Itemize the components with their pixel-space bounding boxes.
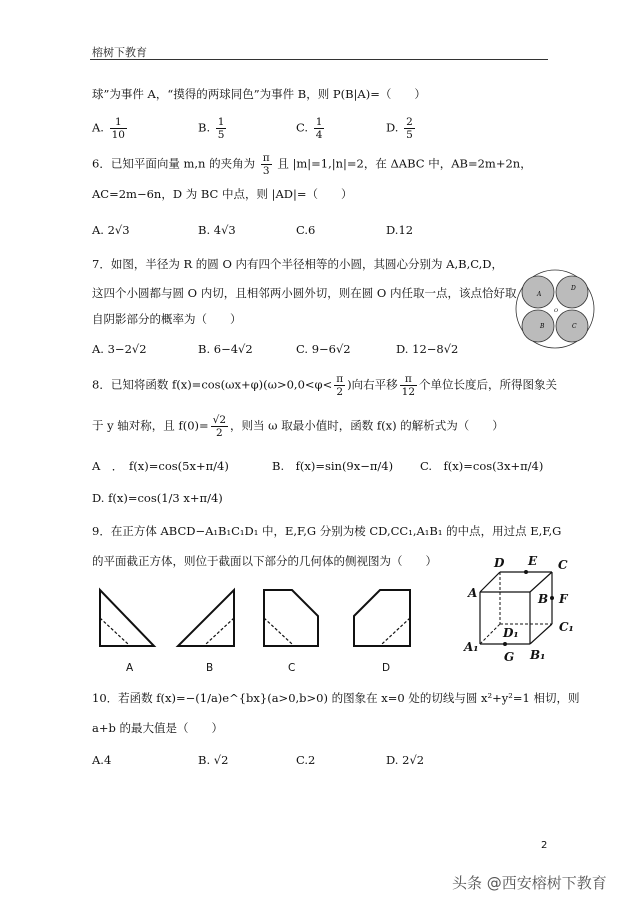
circle-label-o: O <box>554 308 559 314</box>
page-number: 2 <box>541 840 548 851</box>
header-title: 榕树下教育 <box>92 46 147 59</box>
q8-line1: 8．已知将函数 f(x)=cos(ωx+φ)(ω>0,0<φ< $\frac{\pi}{2}$ )向右平移 $\frac{\pi}{12}$ 个单位长度后，所得图象关 <box>92 373 558 398</box>
cube-label-c1: C₁ <box>559 620 574 634</box>
cube-label-a: A <box>468 586 478 600</box>
cube-label-g: G <box>504 650 515 664</box>
q7-option-c: C. 9−6√2 <box>296 342 351 356</box>
q6-option-c: C.6 <box>296 223 316 237</box>
q9-figure-b <box>176 588 236 648</box>
cube-label-b1: B₁ <box>530 648 546 662</box>
q6-line1: 6．已知平面向量 m,n 的夹角为 $\frac{\pi}{3}$ 且 |m|=1,|n|=2，在 ΔABC 中，AB=2m+2n， <box>92 152 532 177</box>
q9-line1: 9．在正方体 ABCD−A₁B₁C₁D₁ 中，E,F,G 分别为棱 CD,CC₁,A₁B₁ 的中点，用过点 E,F,G <box>92 524 562 538</box>
q7-option-d: D. 12−8√2 <box>396 342 459 356</box>
circle-label-d: D <box>571 285 576 292</box>
q5-option-d: D. $\frac{2}{5}$ <box>386 116 413 141</box>
q5-option-b: B. $\frac{1}{5}$ <box>198 116 225 141</box>
q8-option-a: A ． f(x)=cos(5x+π/4) <box>92 459 229 473</box>
q10-line1: 10．若函数 f(x)=−(1/a)e^{bx}(a>0,b>0) 的图象在 x=0 处的切线与圆 x²+y²=1 相切，则 <box>92 691 580 705</box>
q7-option-b: B. 6−4√2 <box>198 342 253 356</box>
q6-option-b: B. 4√3 <box>198 223 236 237</box>
q7-line2: 这四个小圆都与圆 O 内切，且相邻两小圆外切，则在圆 O 内任取一点，该点恰好取 <box>92 286 517 300</box>
q5-option-a: A. $\frac{1}{10}$ <box>92 116 125 141</box>
cube-label-e: E <box>528 554 538 568</box>
q10-line2: a+b 的最大值是（ ） <box>92 721 224 735</box>
q8-option-c: C. f(x)=cos(3x+π/4) <box>420 459 544 473</box>
q8-line2: 于 y 轴对称，且 f(0)= $\frac{√2}{2}$ ，则当 ω 取最小值时，函数 f(x) 的解析式为（ ） <box>92 414 504 439</box>
header-rule <box>90 59 548 60</box>
q9-line2: 的平面截正方体，则位于截面以下部分的几何体的侧视图为（ ） <box>92 554 437 568</box>
q9-figure-a <box>98 588 158 648</box>
q8-option-d: D. f(x)=cos(1/3 x+π/4) <box>92 491 223 505</box>
circles-figure <box>514 268 596 350</box>
watermark: 头条 @西安榕树下教育 <box>452 874 607 892</box>
q5-option-c: C. $\frac{1}{4}$ <box>296 116 323 141</box>
q8-option-b: B. f(x)=sin(9x−π/4) <box>272 459 394 473</box>
cube-label-a1: A₁ <box>464 640 479 654</box>
cube-label-d1: D₁ <box>503 626 519 640</box>
q9-figure-c <box>262 588 322 648</box>
q9-figure-b-label: B <box>206 662 214 674</box>
q7-line3: 自阴影部分的概率为（ ） <box>92 312 242 326</box>
q9-figure-d-label: D <box>382 662 391 674</box>
q6-line2: AC=2m−6n，D 为 BC 中点，则 |AD|=（ ） <box>92 187 353 201</box>
q9-figure-a-label: A <box>126 662 134 674</box>
cube-label-d: D <box>494 556 505 570</box>
q6-option-a: A. 2√3 <box>92 223 130 237</box>
q7-line1: 7．如图，半径为 R 的圆 O 内有四个半径相等的小圆，其圆心分别为 A,B,C,D， <box>92 257 504 271</box>
q6-option-d: D.12 <box>386 223 414 237</box>
q9-figure-d <box>352 588 412 648</box>
q10-option-b: B. √2 <box>198 753 229 767</box>
q7-option-a: A. 3−2√2 <box>92 342 147 356</box>
cube-label-f: F <box>559 592 568 606</box>
q10-option-a: A.4 <box>92 753 112 767</box>
cube-label-c: C <box>558 558 568 572</box>
q10-option-c: C.2 <box>296 753 316 767</box>
q5-stem: 球”为事件 A，“摸得的两球同色”为事件 B，则 P(B|A)=（ ） <box>92 87 426 101</box>
q10-option-d: D. 2√2 <box>386 753 425 767</box>
circle-label-b: B <box>540 323 545 330</box>
cube-label-b: B <box>538 592 549 606</box>
circle-label-c: C <box>572 323 577 330</box>
circle-label-a: A <box>537 291 542 298</box>
q9-figure-c-label: C <box>288 662 296 674</box>
